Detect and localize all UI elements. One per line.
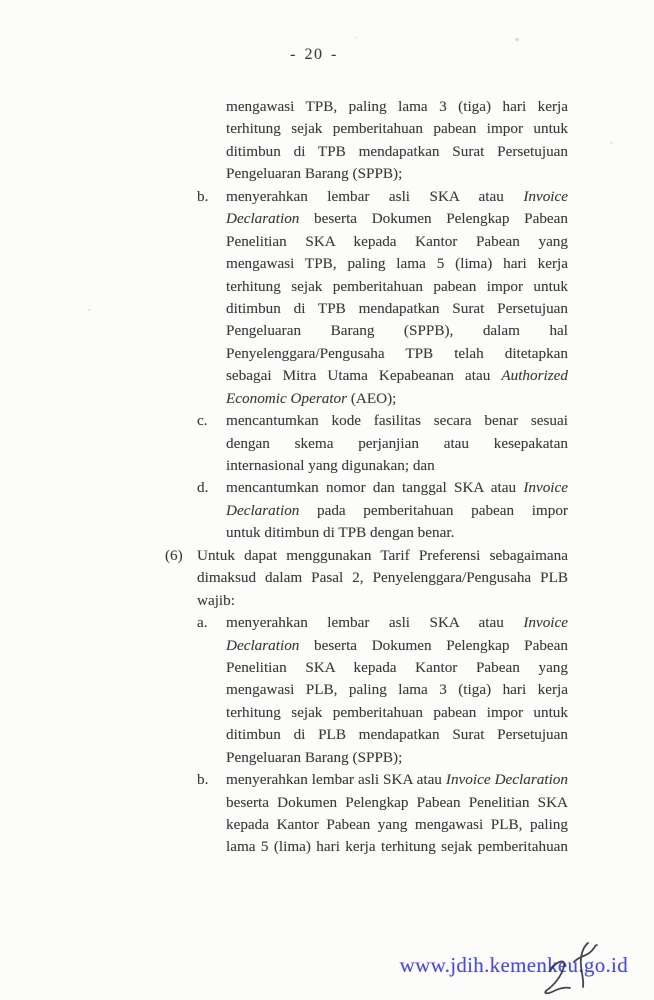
- text-line: lama 5 (lima) hari kerja terhitung sejak pemberitahuan: [226, 838, 568, 856]
- scan-speck: [87, 308, 91, 312]
- text-line: Pengeluaran Barang (SPPB);: [226, 165, 403, 183]
- document-body: [165, 96, 568, 859]
- footer-url[interactable]: www.jdih.kemenkeu.go.id: [399, 953, 628, 977]
- text-line: ditimbun di TPB mendapatkan Surat Persetujuan: [226, 142, 568, 160]
- text-line: Declaration beserta Dokumen Pelengkap Pabean: [226, 636, 568, 654]
- paragraph-text: [226, 769, 568, 859]
- text-line: Pengeluaran Barang (SPPB), dalam hal: [226, 322, 568, 340]
- text-line: Untuk dapat menggunakan Tarif Preferensi sebagaimana: [197, 546, 568, 564]
- list-marker: d.: [197, 479, 209, 497]
- text-line: terhitung sejak pemberitahuan pabean impor untuk: [226, 277, 568, 295]
- paragraph-text: [226, 477, 568, 544]
- text-line: menyerahkan lembar asli SKA atau Invoice: [226, 614, 568, 632]
- text-line: Penelitian SKA kepada Kantor Pabean yang: [226, 232, 568, 250]
- text-line: Penelitian SKA kepada Kantor Pabean yang: [226, 658, 568, 676]
- text-line: mengawasi TPB, paling lama 3 (tiga) hari kerja: [226, 98, 568, 115]
- list-item: [165, 769, 568, 859]
- text-line: untuk ditimbun di TPB dengan benar.: [226, 524, 455, 542]
- text-line: sebagai Mitra Utama Kepabeanan atau Authorized: [226, 367, 568, 385]
- text-line: mengawasi PLB, paling lama 3 (tiga) hari kerja: [226, 681, 568, 699]
- handwritten-initials: [533, 938, 605, 1000]
- list-marker: c.: [197, 412, 208, 430]
- paragraph-text: [226, 186, 568, 410]
- text-line: terhitung sejak pemberitahuan pabean impor untuk: [226, 120, 568, 138]
- text-line: ditimbun di PLB mendapatkan Surat Persetujuan: [226, 726, 568, 744]
- list-marker: b.: [197, 771, 209, 789]
- page-number: - 20 -: [290, 46, 338, 63]
- list-marker: a.: [197, 614, 208, 632]
- text-line: mengawasi TPB, paling lama 5 (lima) hari kerja: [226, 255, 568, 273]
- text-line: dimaksud dalam Pasal 2, Penyelenggara/Pengusaha PLB: [197, 569, 568, 587]
- paragraph-text: [226, 612, 568, 769]
- text-line: menyerahkan lembar asli SKA atau Invoice: [226, 187, 568, 205]
- text-line: Penyelenggara/Pengusaha TPB telah ditetapkan: [226, 344, 568, 362]
- text-line: beserta Dokumen Pelengkap Pabean Penelitian SKA: [226, 793, 568, 811]
- text-line: menyerahkan lembar asli SKA atau Invoice Declaration: [226, 771, 568, 789]
- text-line: internasional yang digunakan; dan: [226, 457, 435, 474]
- text-line: mencantumkan nomor dan tanggal SKA atau Invoice: [226, 479, 568, 497]
- text-line: Economic Operator (AEO);: [226, 389, 397, 407]
- text-line: Declaration pada pemberitahuan pabean impor: [226, 501, 568, 519]
- paragraph-text: [226, 96, 568, 186]
- scan-speck: [354, 36, 357, 39]
- list-item: [165, 96, 568, 186]
- scan-speck: [515, 38, 519, 41]
- list-item: [165, 186, 568, 410]
- list-item: [165, 545, 568, 612]
- list-marker: (6): [165, 546, 183, 564]
- list-item: [165, 410, 568, 477]
- text-line: ditimbun di TPB mendapatkan Surat Persetujuan: [226, 299, 568, 317]
- paragraph-text: [197, 545, 568, 612]
- text-line: Declaration beserta Dokumen Pelengkap Pabean: [226, 210, 568, 228]
- scan-speck: [610, 141, 613, 144]
- list-item: [165, 612, 568, 769]
- text-line: kepada Kantor Pabean yang mengawasi PLB, paling: [226, 816, 568, 833]
- text-line: terhitung sejak pemberitahuan pabean impor untuk: [226, 703, 568, 721]
- text-line: mencantumkan kode fasilitas secara benar sesuai: [226, 412, 568, 430]
- paragraph-text: [226, 410, 568, 477]
- text-line: wajib:: [197, 591, 235, 609]
- list-marker: b.: [197, 187, 209, 205]
- text-line: Pengeluaran Barang (SPPB);: [226, 748, 403, 766]
- list-item: [165, 477, 568, 544]
- text-line: dengan skema perjanjian atau kesepakatan: [226, 434, 568, 452]
